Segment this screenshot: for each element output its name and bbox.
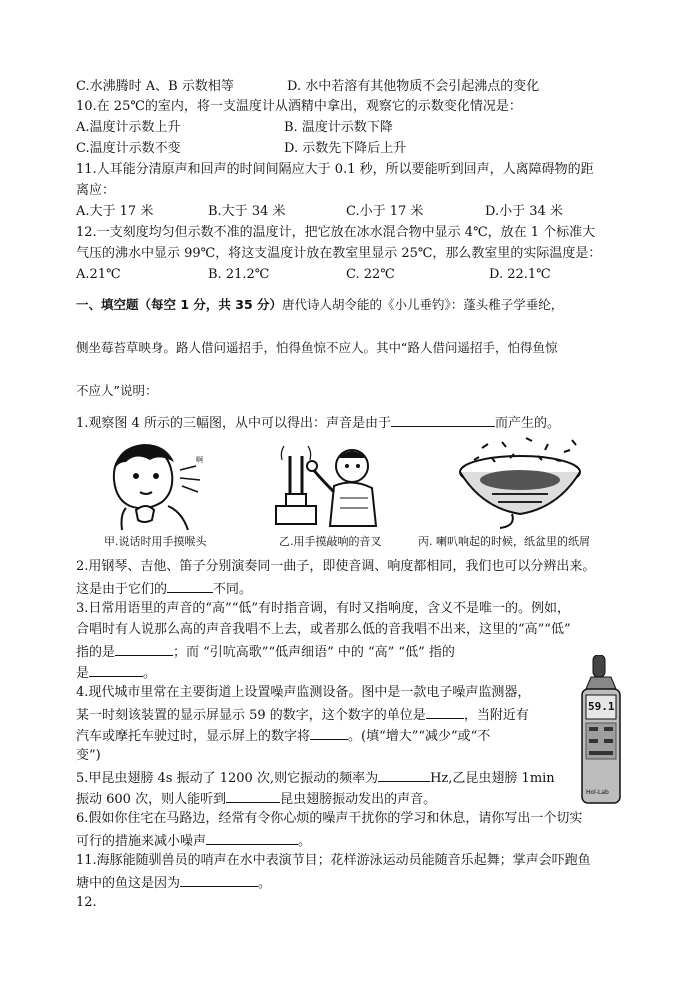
q9-option-c: C.水沸腾时 A、B 示数相等 [76,79,234,94]
q11-stem-line2: 离应： [76,183,116,198]
fill-q3-line4 [76,663,156,683]
fill-q2-blank[interactable] [167,579,213,593]
section-intro-line3: 不应人”说明： [76,383,158,398]
fill-q4-line3 [76,726,490,746]
fill-q3-mid: ；而 “引吭高歌”“低声细语” 中的 “高” “低” 指的 [173,645,455,660]
fill-q5-mid: Hz,乙昆虫翅膀 1min [430,771,555,786]
fill-q4-line2 [76,705,529,725]
q11-option-a: A.大于 17 米 [76,204,154,219]
fill-q5-line1 [76,768,555,788]
noise-meter-brand: Hol-Lab [586,789,609,796]
figure-noise-monitor [578,655,624,805]
fill-q1-tail: 而产生的。 [494,416,560,431]
q12-option-d: D. 22.1℃ [489,267,551,282]
section-heading: 一、填空题（每空 1 分，共 35 分） [76,297,283,312]
fill-q6-blank[interactable] [206,831,298,845]
fill-q6-line1: 6.假如你住宅在马路边，经常有令你心烦的噪声干扰你的学习和休息，请你写出一个切实 [76,811,583,826]
fill-q2-line1: 2.用钢琴、吉他、笛子分别演奏同一曲子，即使音调、响度都相同，我们也可以分辨出来。 [76,559,596,574]
fill-q4-mid: ，当附近有 [463,708,529,723]
q10-option-c: C.温度计示数不变 [76,141,181,156]
svg-text:啊: 啊 [196,456,203,464]
fill-q3-line1: 3.日常用语里的声音的“高”“低”有时指音调，有时又指响度，含义不是唯一的。例如， [76,601,570,616]
fill-q6-tail: 。 [298,834,312,849]
fill-q11-tail: 。 [258,876,272,891]
fill-q1 [76,413,560,433]
fill-q5-tail: 昆虫翅膀振动发出的声音。 [280,792,437,807]
fill-q4-options: 。(填“增大”“减少”或“不 [348,729,491,744]
fill-q11-text: 塘中的鱼这是因为 [76,876,181,891]
q12-stem-line1: 12.一支刻度均匀但示数不准的温度计，把它放在冰水混合物中显示 4℃，放在 1 个标准大 [76,225,596,240]
q10-stem: 10.在 25℃的室内，将一支温度计从酒精中拿出，观察它的示数变化情况是： [76,99,522,114]
q12-stem-line2: 气压的沸水中显示 99℃，将这支温度计放在教室里显示 25℃，那么教室里的实际温度是： [76,246,602,261]
noise-meter-display: 59.1 [588,700,615,713]
q12-option-b: B. 21.2℃ [208,267,270,282]
fill-q2-tail: 不同。 [213,582,253,597]
fill-q4-text: 某一时刻该装置的显示屏显示 59 的数字，这个数字的单位是 [76,708,426,723]
fill-q4-blank2[interactable] [310,726,348,740]
fill-q6-line2 [76,831,311,851]
q11-option-c: C.小于 17 米 [346,204,424,219]
fill-q5-text: 5.甲昆虫翅膀 4s 振动了 1200 次,则它振动的频率为 [76,771,379,786]
q11-option-b: B.大于 34 米 [208,204,286,219]
fill-q5-line2 [76,789,436,809]
fill-q12: 12. [76,895,97,910]
fill-q3-end: 。 [143,666,157,681]
fill-q4-line4: 变”) [76,748,101,763]
fill-q4-text2: 汽车或摩托车驶过时，显示屏上的数字将 [76,729,311,744]
q10-option-b: B. 温度计示数下降 [284,120,393,135]
fill-q6-text: 可行的措施来减小噪声 [76,834,207,849]
fill-q3-line2: 合唱时有人说那么高的声音我唱不上去，或者那么低的音我唱不出来，这里的“高”“低” [76,622,571,637]
fill-q5-text2: 振动 600 次，则人能听到 [76,792,227,807]
fill-q1-blank[interactable] [391,413,495,427]
fill-q4-line1: 4.现代城市里常在主要街道上设置噪声监测设备。图中是一款电子噪声监测器， [76,685,531,700]
fill-q11-line1: 11.海豚能随驯兽员的哨声在水中表演节目；花样游泳运动员能随音乐起舞；掌声会吓跑鱼 [76,853,591,868]
q11-stem-line1: 11.人耳能分清原声和回声的时间间隔应大于 0.1 秒，所以要能听到回声，人离障碍物的距 [76,162,594,177]
q10-option-a: A.温度计示数上升 [76,120,181,135]
fill-q5-blank1[interactable] [378,768,430,782]
fill-q3-text: 指的是 [76,645,116,660]
section-intro-line1 [76,296,563,314]
fill-q3-is: 是 [76,666,90,681]
caption-jia: 甲.说话时用手摸喉头 [104,535,207,548]
q11-option-d: D.小于 34 米 [485,204,563,219]
figure-child-throat [96,440,218,530]
fill-q2-line2 [76,579,252,599]
caption-bing: 丙. 喇叭响起的时候，纸盆里的纸屑 [418,535,590,548]
fill-q1-text: 1.观察图 4 所示的三幅图，从中可以得出：声音是由于 [76,416,391,431]
q12-option-c: C. 22℃ [346,267,395,282]
q9-option-d: D. 水中若溶有其他物质不会引起沸点的变化 [287,79,540,94]
fill-q5-blank2[interactable] [226,789,280,803]
fill-q4-blank1[interactable] [426,705,464,719]
figure-tuning-fork [268,438,388,530]
section-intro-text: 唐代诗人胡令能的《小儿垂钓》：蓬头稚子学垂纶， [282,297,564,312]
fill-q3-line3 [76,642,455,662]
fill-q3-blank1[interactable] [115,642,173,656]
q12-option-a: A.21℃ [76,267,121,282]
caption-yi: 乙.用手摸敲响的音叉 [279,535,382,548]
fill-q2-text: 这是由于它们的 [76,582,168,597]
figure-speaker-paper [452,434,592,530]
fill-q3-blank2[interactable] [89,663,143,677]
fill-q11-blank[interactable] [180,873,258,887]
fill-q11-line2 [76,873,271,893]
q10-option-d: D. 示数先下降后上升 [284,141,407,156]
section-intro-line2: 侧坐莓苔草映身。路人借问遥招手，怕得鱼惊不应人。其中“路人借问遥招手，怕得鱼惊 [76,340,558,355]
